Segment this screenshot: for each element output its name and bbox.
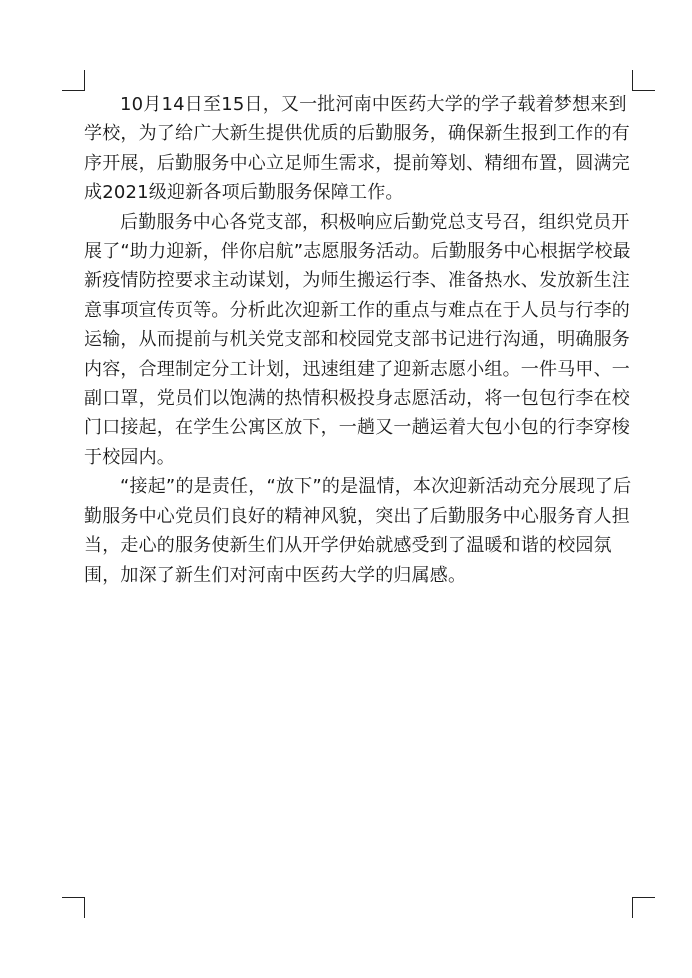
paragraph-1: 10月14日至15日，又一批河南中医药大学的学子载着梦想来到学校，为了给广大新生提供优质的后勤服务，确保新生报到工作的有序开展，后勤服务中心立足师生需求，提前筹划、精细布置，圆满完成2021级迎新各项后勤服务保障工作。 [84, 94, 630, 204]
paragraph-2: 后勤服务中心各党支部，积极响应后勤党总支号召，组织党员开展了“助力迎新，伴你启航”志愿服务活动。后勤服务中心根据学校最新疫情防控要求主动谋划，为师生搬运行李、准备热水、发放新生注意事项宣传页等。分析此次迎新工作的重点与难点在于人员与行李的运输，从而提前与机关党支部和校园党支部书记进行沟通，明确服务内容，合理制定分工计划，迅速组建了迎新志愿小组。一件马甲、一副口罩，党员们以饱满的热情积极投身志愿活动，将一包包行李在校门口接起，在学生公寓区放下，一趟又一趟运着大包小包的行李穿梭于校园内。 [84, 211, 631, 468]
crop-mark-bottom-right [632, 897, 655, 918]
crop-mark-top-left [62, 70, 85, 91]
crop-mark-bottom-left [62, 897, 85, 918]
paragraph-3: “接起”的是责任，“放下”的是温情，本次迎新活动充分展现了后勤服务中心党员们良好的精神风貌，突出了后勤服务中心服务育人担当，走心的服务使新生们从开学伊始就感受到了温暖和谐的校园氛围，加深了新生们对河南中医药大学的归属感。 [84, 476, 632, 586]
crop-mark-top-right [632, 70, 655, 91]
document-body [84, 90, 632, 590]
